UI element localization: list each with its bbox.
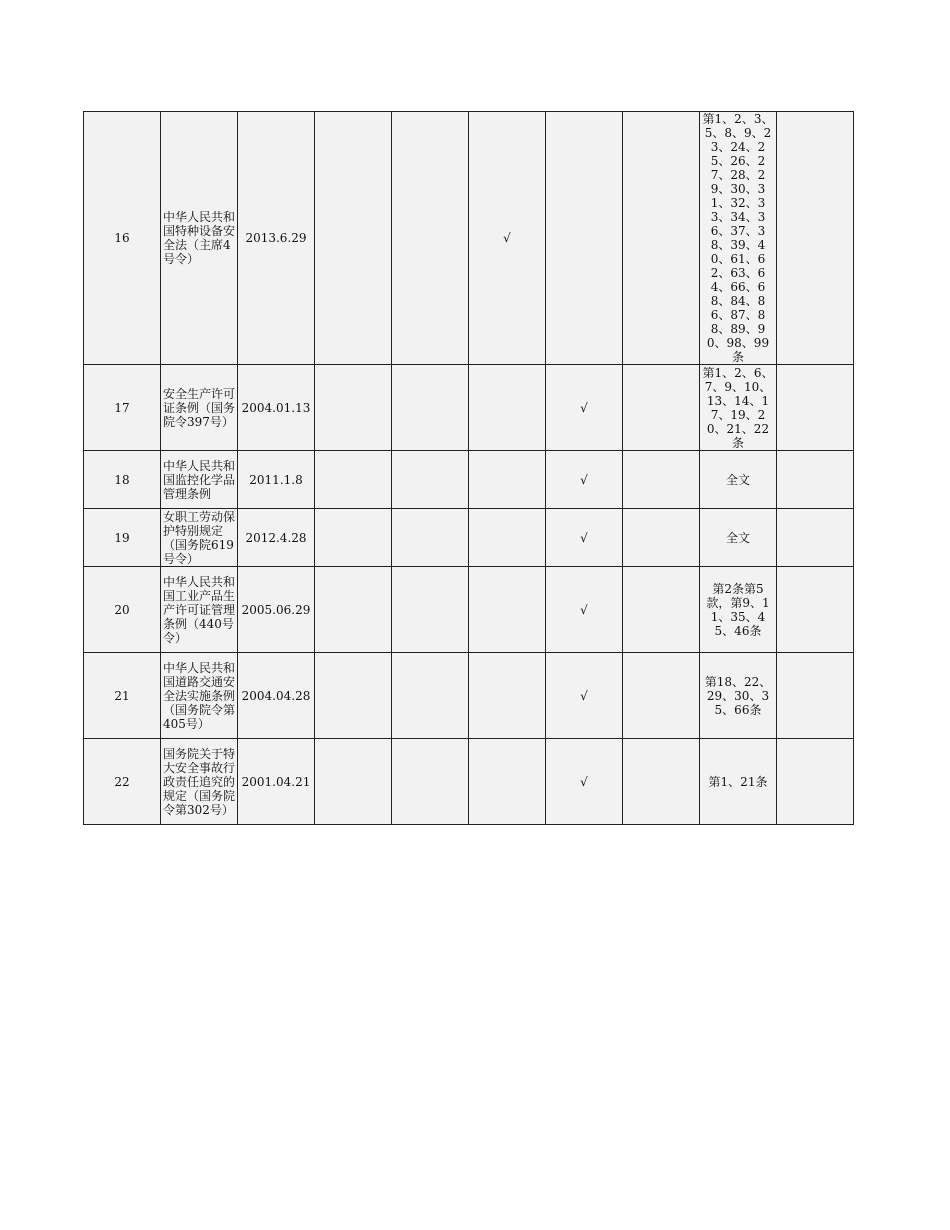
effective-date-cell: 2004.01.13	[238, 365, 315, 451]
column-4-cell	[315, 509, 392, 567]
row-number-cell: 19	[84, 509, 161, 567]
effective-date-cell: 2012.4.28	[238, 509, 315, 567]
table-row	[84, 365, 854, 451]
check-mark-cell: √	[546, 653, 623, 739]
table-row	[84, 739, 854, 825]
effective-date-cell: 2005.06.29	[238, 567, 315, 653]
column-4-cell	[315, 739, 392, 825]
regulation-name-cell: 安全生产许可证条例（国务院令397号）	[161, 365, 238, 451]
row-number-cell: 18	[84, 451, 161, 509]
column-5-cell	[392, 365, 469, 451]
regulations-table	[83, 111, 854, 825]
column-10-cell	[777, 365, 854, 451]
regulation-name-cell: 女职工劳动保护特别规定（国务院619号令）	[161, 509, 238, 567]
clauses-cell: 全文	[700, 509, 777, 567]
clauses-cell: 第1、2、6、7、9、10、13、14、17、19、20、21、22条	[700, 365, 777, 451]
check-mark-cell: √	[546, 365, 623, 451]
column-6-cell	[469, 653, 546, 739]
column-8-cell	[623, 365, 700, 451]
column-6-cell	[469, 451, 546, 509]
column-8-cell	[623, 509, 700, 567]
column-5-cell	[392, 509, 469, 567]
column-5-cell	[392, 653, 469, 739]
effective-date-cell: 2004.04.28	[238, 653, 315, 739]
row-number-cell: 20	[84, 567, 161, 653]
table-row	[84, 567, 854, 653]
column-5-cell	[392, 112, 469, 365]
row-number-cell: 22	[84, 739, 161, 825]
column-4-cell	[315, 451, 392, 509]
column-8-cell	[623, 653, 700, 739]
table-row	[84, 451, 854, 509]
check-mark-cell: √	[546, 567, 623, 653]
column-8-cell	[623, 739, 700, 825]
column-6-cell	[469, 365, 546, 451]
row-number-cell: 21	[84, 653, 161, 739]
column-5-cell	[392, 739, 469, 825]
column-5-cell	[392, 567, 469, 653]
regulation-name-cell: 中华人民共和国特种设备安全法（主席4号令）	[161, 112, 238, 365]
regulation-name-cell: 中华人民共和国工业产品生产许可证管理条例（440号令）	[161, 567, 238, 653]
regulation-name-cell: 中华人民共和国道路交通安全法实施条例（国务院令第405号）	[161, 653, 238, 739]
column-6-cell	[469, 509, 546, 567]
check-mark-cell: √	[469, 112, 546, 365]
regulation-name-cell: 国务院关于特大安全事故行政责任追究的规定（国务院令第302号）	[161, 739, 238, 825]
column-4-cell	[315, 567, 392, 653]
check-mark-cell: √	[546, 451, 623, 509]
clauses-cell: 第18、22、29、30、35、66条	[700, 653, 777, 739]
column-10-cell	[777, 112, 854, 365]
clauses-cell: 第2条第5款，第9、11、35、45、46条	[700, 567, 777, 653]
clauses-cell: 第1、21条	[700, 739, 777, 825]
check-mark-cell: √	[546, 509, 623, 567]
column-8-cell	[623, 567, 700, 653]
column-7-cell	[546, 112, 623, 365]
column-10-cell	[777, 509, 854, 567]
column-10-cell	[777, 739, 854, 825]
table-row	[84, 112, 854, 365]
clauses-cell: 第1、2、3、5、8、9、23、24、25、26、27、28、29、30、31、32、33、34、36、37、38、39、40、61、62、63、64、66、68、84、86、87、88、89、90、98、99条	[700, 112, 777, 365]
table-row	[84, 509, 854, 567]
clauses-cell: 全文	[700, 451, 777, 509]
row-number-cell: 17	[84, 365, 161, 451]
effective-date-cell: 2011.1.8	[238, 451, 315, 509]
column-6-cell	[469, 567, 546, 653]
regulation-name-cell: 中华人民共和国监控化学品管理条例	[161, 451, 238, 509]
effective-date-cell: 2001.04.21	[238, 739, 315, 825]
column-6-cell	[469, 739, 546, 825]
column-10-cell	[777, 567, 854, 653]
column-10-cell	[777, 653, 854, 739]
column-10-cell	[777, 451, 854, 509]
row-number-cell: 16	[84, 112, 161, 365]
column-5-cell	[392, 451, 469, 509]
column-8-cell	[623, 451, 700, 509]
column-4-cell	[315, 112, 392, 365]
column-8-cell	[623, 112, 700, 365]
column-4-cell	[315, 653, 392, 739]
table-row	[84, 653, 854, 739]
check-mark-cell: √	[546, 739, 623, 825]
column-4-cell	[315, 365, 392, 451]
effective-date-cell: 2013.6.29	[238, 112, 315, 365]
